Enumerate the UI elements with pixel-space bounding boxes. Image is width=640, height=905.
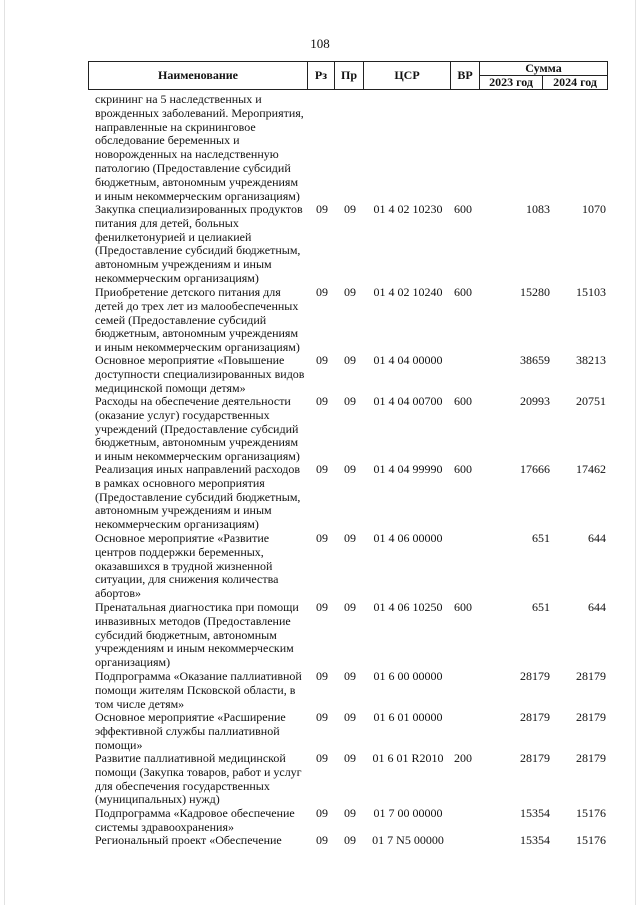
row-name: Региональный проект «Обеспечение [95,833,282,847]
row-name: Основное мероприятие «Повышение доступности специализированных видов медицинской помощи детям» [95,353,305,395]
row-sum-2023: 15354 [520,806,550,820]
row-pr: 09 [344,806,356,820]
row-pr: 09 [344,353,356,367]
row-vr: 600 [454,285,472,299]
row-name: Пренатальная диагностика при помощи инвазивных методов (Предоставление субсидий бюджетным, автономным учреждениям и иным некоммерческим организациям) [95,600,299,670]
page-number: 108 [310,36,330,51]
row-sum-2024: 38213 [576,353,606,367]
row-rz: 09 [316,462,328,476]
row-sum-2024: 28179 [576,751,606,765]
row-vr: 200 [454,751,472,765]
row-csr: 01 6 01 R2010 [372,751,444,765]
row-pr: 09 [344,394,356,408]
header-vr: ВР [450,61,480,90]
row-name: Закупка специализированных продуктов питания для детей, больных фенилкетонурией и целиакией (Предоставление субсидий бюджетным, автономным учреждениям и иным некоммерческим организациям) [95,202,303,285]
row-sum-2023: 38659 [520,353,550,367]
row-vr: 600 [454,394,472,408]
row-sum-2023: 28179 [520,710,550,724]
row-rz: 09 [316,285,328,299]
row-csr: 01 4 04 00700 [373,394,443,408]
row-rz: 09 [316,806,328,820]
row-csr: 01 4 06 00000 [373,531,443,545]
row-rz: 09 [316,751,328,765]
row-pr: 09 [344,600,356,614]
row-csr: 01 7 N5 00000 [372,833,444,847]
header-sum: Сумма [479,61,608,76]
row-pr: 09 [344,202,356,216]
header-2024: 2024 год [542,75,608,90]
row-pr: 09 [344,833,356,847]
row-sum-2023: 28179 [520,669,550,683]
row-rz: 09 [316,531,328,545]
row-sum-2023: 651 [532,600,550,614]
row-rz: 09 [316,710,328,724]
row-csr: 01 4 02 10230 [373,202,443,216]
row-sum-2024: 15176 [576,833,606,847]
row-csr: 01 4 04 99990 [373,462,443,476]
row-name: Расходы на обеспечение деятельности (оказание услуг) государственных учреждений (Предоставление субсидий бюджетным, автономным учреждениям и иным некоммерческим организациям) [95,394,300,464]
row-pr: 09 [344,531,356,545]
row-sum-2024: 1070 [582,202,606,216]
row-sum-2023: 651 [532,531,550,545]
row-rz: 09 [316,394,328,408]
header-rz: Рз [307,61,335,90]
row-vr: 600 [454,462,472,476]
row-name: Основное мероприятие «Расширение эффективной службы паллиативной помощи» [95,710,286,752]
row-rz: 09 [316,353,328,367]
row-pr: 09 [344,669,356,683]
row-vr: 600 [454,202,472,216]
row-sum-2023: 15280 [520,285,550,299]
row-csr: 01 7 00 00000 [373,806,443,820]
row-name: Развитие паллиативной медицинской помощи (Закупка товаров, работ и услуг для обеспечения государственных (муниципальных) нужд) [95,751,302,807]
row-csr: 01 6 00 00000 [373,669,443,683]
row-sum-2024: 20751 [576,394,606,408]
row-pr: 09 [344,751,356,765]
header-pr: Пр [334,61,364,90]
row-name: Подпрограмма «Кадровое обеспечение системы здравоохранения» [95,806,295,834]
row-csr: 01 4 04 00000 [373,353,443,367]
row-name: Основное мероприятие «Развитие центров поддержки беременных, оказавшихся в трудной жизненной ситуации, для снижения количества абортов» [95,531,279,601]
row-rz: 09 [316,669,328,683]
header-2023: 2023 год [479,75,543,90]
row-rz: 09 [316,600,328,614]
row-pr: 09 [344,462,356,476]
row-sum-2024: 17462 [576,462,606,476]
row-sum-2024: 644 [588,600,606,614]
row-sum-2024: 15176 [576,806,606,820]
row-sum-2023: 15354 [520,833,550,847]
row-csr: 01 4 06 10250 [373,600,443,614]
row-pr: 09 [344,710,356,724]
row-name: Реализация иных направлений расходов в рамках основного мероприятия (Предоставление субсидий бюджетным, автономным учреждениям и иным некоммерческим организациям) [95,462,301,532]
row-name: скрининг на 5 наследственных и врожденных заболеваний. Мероприятия, направленные на скрининговое обследование беременных и новорожденных на наследственную патологию (Предоставление субсидий бюджетным, автономным учреждениям и иным некоммерческим организациям) [95,92,304,203]
row-sum-2024: 15103 [576,285,606,299]
row-name: Подпрограмма «Оказание паллиативной помощи жителям Псковской области, в том числе детям» [95,669,302,711]
row-vr: 600 [454,600,472,614]
row-pr: 09 [344,285,356,299]
row-sum-2023: 17666 [520,462,550,476]
row-sum-2024: 644 [588,531,606,545]
row-csr: 01 6 01 00000 [373,710,443,724]
row-csr: 01 4 02 10240 [373,285,443,299]
row-sum-2023: 28179 [520,751,550,765]
row-sum-2024: 28179 [576,710,606,724]
row-sum-2024: 28179 [576,669,606,683]
row-sum-2023: 1083 [526,202,550,216]
row-rz: 09 [316,833,328,847]
header-csr: ЦСР [363,61,451,90]
row-rz: 09 [316,202,328,216]
row-name: Приобретение детского питания для детей до трех лет из малообеспеченных семей (Предоставление субсидий бюджетным, автономным учреждениям и иным некоммерческим организациям) [95,285,300,355]
row-sum-2023: 20993 [520,394,550,408]
header-name: Наименование [88,61,308,90]
